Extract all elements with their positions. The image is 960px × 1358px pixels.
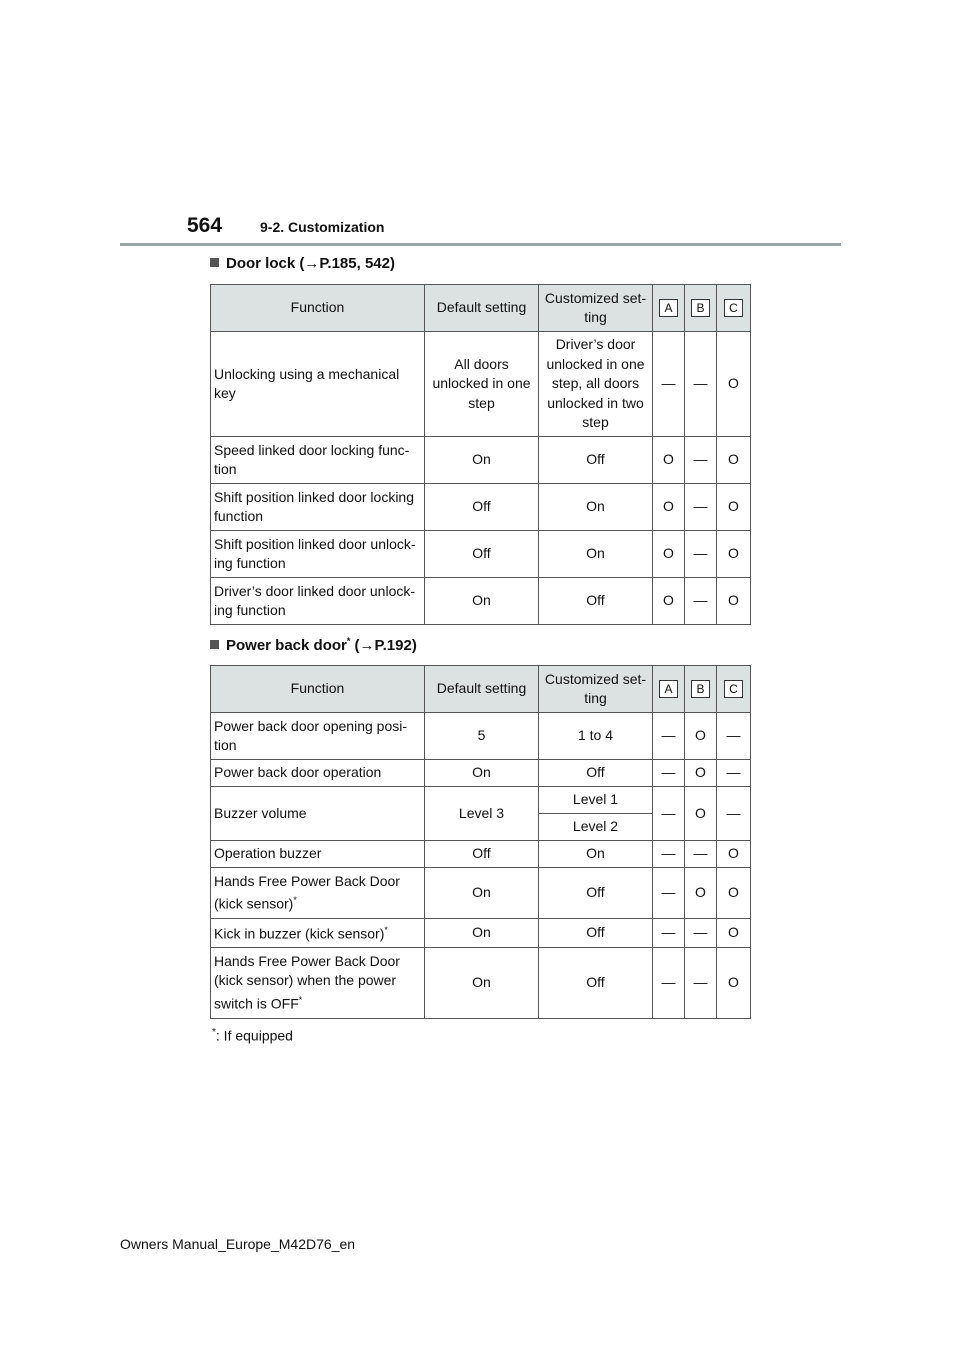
default-cell: 5 [425, 713, 539, 760]
table-row [211, 948, 751, 1019]
b-cell: — [685, 948, 717, 1019]
footnote-star: * [212, 1027, 216, 1038]
function-cell: Shift position linked door locking function [211, 484, 425, 531]
b-cell: — [685, 841, 717, 868]
column-header-c [717, 666, 751, 713]
a-cell: — [653, 332, 685, 437]
function-cell: Power back door operation [211, 760, 425, 787]
column-header-default: Default setting [425, 666, 539, 713]
a-cell: — [653, 948, 685, 1019]
b-cell: O [685, 868, 717, 919]
customized-cell: Off [539, 948, 653, 1019]
column-header-c [717, 285, 751, 332]
footnote-star: * [293, 895, 297, 906]
a-box-icon: A [659, 680, 678, 698]
a-cell: — [653, 760, 685, 787]
c-box-icon: C [724, 680, 743, 698]
function-cell: Operation buzzer [211, 841, 425, 868]
b-cell: — [685, 919, 717, 948]
customized-cell: Off [539, 437, 653, 484]
a-cell: — [653, 713, 685, 760]
table-header-row [211, 285, 751, 332]
function-text: Hands Free Power Back Door (kick sensor) [214, 872, 400, 912]
footnote-text: : If equipped [215, 1027, 293, 1044]
table-row [211, 437, 751, 484]
customized-cell: On [539, 484, 653, 531]
door-lock-heading-text: Door lock (→P.185, 542) [226, 255, 395, 272]
table-row [211, 713, 751, 760]
default-cell: On [425, 919, 539, 948]
c-cell: O [717, 868, 751, 919]
default-cell: Off [425, 531, 539, 578]
b-cell: O [685, 787, 717, 841]
customized-cell: Level 1 [539, 787, 653, 814]
customized-cell: Off [539, 578, 653, 625]
customized-cell: Level 2 [539, 814, 653, 841]
a-box-icon: A [659, 299, 678, 317]
b-cell: — [685, 484, 717, 531]
a-cell: O [653, 437, 685, 484]
default-cell: On [425, 948, 539, 1019]
function-cell: Unlocking using a mechanical key [211, 332, 425, 437]
c-cell: O [717, 919, 751, 948]
power-back-door-heading [210, 636, 417, 654]
default-cell: All doors unlocked in one step [425, 332, 539, 437]
table-row [211, 578, 751, 625]
column-header-function: Function [211, 285, 425, 332]
function-cell: Power back door opening posi-tion [211, 713, 425, 760]
footnote [212, 1027, 293, 1044]
page-number: 564 [187, 214, 223, 237]
b-box-icon: B [691, 299, 710, 317]
a-cell: O [653, 531, 685, 578]
a-cell: — [653, 868, 685, 919]
c-box-icon: C [724, 299, 743, 317]
default-cell: On [425, 760, 539, 787]
a-cell: — [653, 919, 685, 948]
c-cell: — [717, 713, 751, 760]
c-cell: O [717, 484, 751, 531]
table-row [211, 484, 751, 531]
default-cell: On [425, 578, 539, 625]
column-header-a [653, 666, 685, 713]
square-bullet-icon [210, 640, 219, 649]
power-back-door-heading-ref: (→P.192) [350, 637, 417, 654]
c-cell: — [717, 760, 751, 787]
b-cell: — [685, 332, 717, 437]
c-cell: O [717, 332, 751, 437]
footnote-star: * [346, 636, 351, 646]
function-cell [211, 919, 425, 948]
function-cell: Shift position linked door unlock-ing function [211, 531, 425, 578]
column-header-b [685, 666, 717, 713]
c-cell: O [717, 531, 751, 578]
footnote-star: * [384, 925, 388, 936]
c-cell: O [717, 841, 751, 868]
table-row [211, 841, 751, 868]
default-cell: Off [425, 484, 539, 531]
power-back-door-heading-text: Power back door [226, 637, 347, 654]
b-box-icon: B [691, 680, 710, 698]
b-cell: — [685, 531, 717, 578]
b-cell: O [685, 760, 717, 787]
function-text: Kick in buzzer (kick sensor) [214, 926, 385, 943]
function-cell: Buzzer volume [211, 787, 425, 841]
customized-cell: Off [539, 919, 653, 948]
table-row [211, 332, 751, 437]
column-header-b [685, 285, 717, 332]
c-cell: O [717, 578, 751, 625]
function-cell [211, 868, 425, 919]
power-back-door-table [210, 665, 751, 1019]
section-title: 9-2. Customization [260, 219, 385, 235]
table-row [211, 760, 751, 787]
customized-cell: 1 to 4 [539, 713, 653, 760]
table-row [211, 787, 751, 814]
door-lock-table [210, 284, 751, 625]
b-cell: — [685, 578, 717, 625]
c-cell: O [717, 948, 751, 1019]
customized-cell: On [539, 841, 653, 868]
default-cell: Off [425, 841, 539, 868]
b-cell: O [685, 713, 717, 760]
a-cell: — [653, 787, 685, 841]
door-lock-heading [210, 255, 395, 272]
a-cell: O [653, 484, 685, 531]
function-cell: Driver’s door linked door unlock-ing function [211, 578, 425, 625]
customized-cell: Off [539, 760, 653, 787]
c-cell: — [717, 787, 751, 841]
table-row [211, 868, 751, 919]
c-cell: O [717, 437, 751, 484]
table-row [211, 531, 751, 578]
footnote-star: * [298, 994, 303, 1005]
function-text: Hands Free Power Back Door (kick sensor) when the power switch is OFF [214, 952, 400, 1012]
function-cell [211, 948, 425, 1019]
table-row [211, 919, 751, 948]
header-rule [120, 243, 841, 246]
column-header-default: Default setting [425, 285, 539, 332]
footer-document-id: Owners Manual_Europe_M42D76_en [120, 1236, 356, 1252]
default-cell: On [425, 868, 539, 919]
customized-cell: Off [539, 868, 653, 919]
default-cell: On [425, 437, 539, 484]
column-header-customized: Customized set-ting [539, 666, 653, 713]
table-header-row [211, 666, 751, 713]
b-cell: — [685, 437, 717, 484]
customized-cell: On [539, 531, 653, 578]
default-cell: Level 3 [425, 787, 539, 841]
customized-cell: Driver’s door unlocked in one step, all doors unlocked in two step [539, 332, 653, 437]
a-cell: O [653, 578, 685, 625]
column-header-function: Function [211, 666, 425, 713]
column-header-a [653, 285, 685, 332]
column-header-customized: Customized set-ting [539, 285, 653, 332]
square-bullet-icon [210, 258, 219, 267]
a-cell: — [653, 841, 685, 868]
function-cell: Speed linked door locking func-tion [211, 437, 425, 484]
